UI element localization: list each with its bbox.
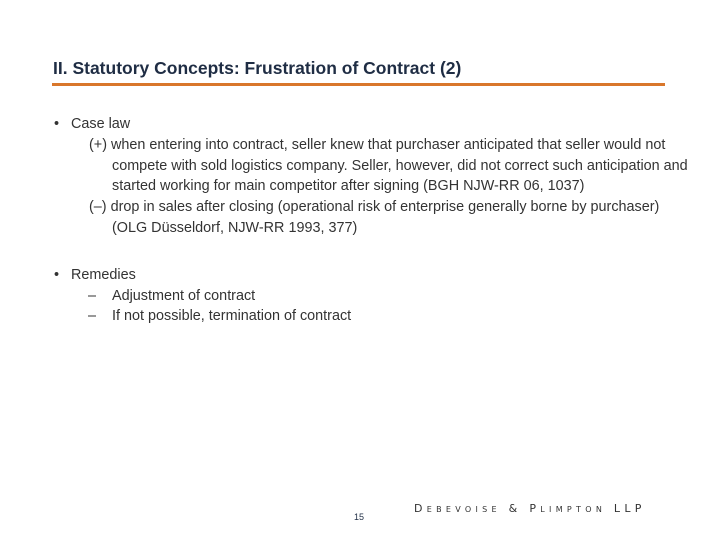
remedy-item bbox=[54, 306, 674, 327]
dash-marker: – bbox=[88, 287, 97, 304]
remedy-text: If not possible, termination of contract bbox=[112, 308, 352, 325]
bullet-label: Case law bbox=[71, 116, 131, 132]
bullet-label: Remedies bbox=[71, 266, 136, 283]
case-item-negative: (–) drop in sales after closing (operational risk of enterprise generally borne by purchaser) (OLG Düsseldorf, NJW-RR 1993, 377) bbox=[89, 199, 660, 236]
bullet-case-law bbox=[54, 114, 674, 135]
title-divider bbox=[52, 83, 665, 86]
remedy-text: Adjustment of contract bbox=[112, 287, 256, 304]
slide-title: II. Statutory Concepts: Frustration of Contract (2) bbox=[53, 58, 462, 78]
dash-marker: – bbox=[88, 308, 97, 325]
spacer bbox=[54, 239, 674, 265]
bullet-marker: • bbox=[54, 116, 60, 132]
bullet-marker: • bbox=[54, 266, 60, 283]
bullet-remedies bbox=[54, 265, 674, 286]
case-item-positive: (+) when entering into contract, seller knew that purchaser anticipated that seller would not compete with sold logistics company. Seller, however, did not correct such anticipation and started working for main competitor after signing (BGH NJW-RR 06, 1037) bbox=[89, 136, 688, 195]
slide-body bbox=[54, 114, 688, 327]
page-number: 15 bbox=[354, 512, 365, 522]
remedy-item bbox=[54, 286, 674, 307]
firm-logo-text: Debevoise & Plimpton LLP bbox=[414, 502, 646, 515]
